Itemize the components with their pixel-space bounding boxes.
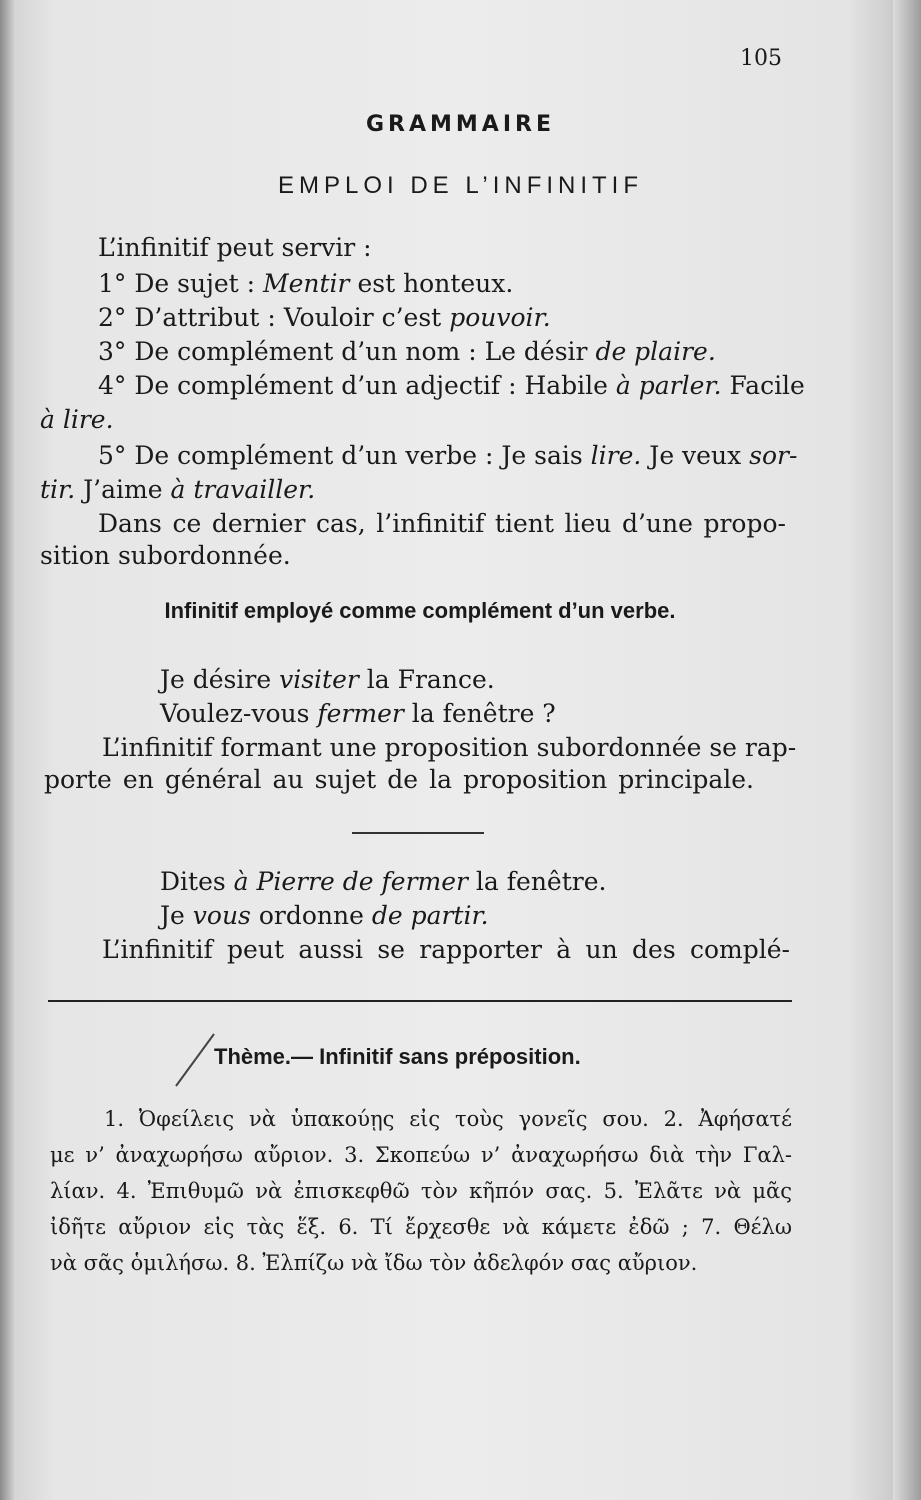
example-2: Voulez-vous fermer la fenêtre ? (160, 699, 556, 728)
use-3: 3° De complément d’un nom : Le désir de plaire. (98, 337, 716, 366)
intro-line: L’infinitif peut servir : (98, 233, 372, 262)
pencil-mark-icon (170, 1030, 220, 1090)
greek-line-5: νὰ σᾶς ὁμιλήσω. 8. Ἐλπίζω νὰ ἴδω τὸν ἀδελφόν σας αὔριον. (50, 1251, 698, 1275)
note-line-2: sition subordonnée. (40, 541, 291, 570)
use-5-continued: tir. J’aime à travailler. (40, 475, 316, 504)
use-1: 1° De sujet : Mentir est honteux. (98, 269, 514, 298)
greek-line-2: με ν’ ἀναχωρήσω αὔριον. 3. Σκοπεύω ν’ ἀναχωρήσω διὰ τὴν Γαλ- (50, 1143, 792, 1167)
page-right-shadow (893, 0, 921, 1500)
use-5: 5° De complément d’un verbe : Je sais lire. Je veux sor- (98, 441, 798, 470)
rule-1-line-2: porte en général au sujet de la proposition principale. (44, 765, 754, 794)
use-4-continued: à lire. (40, 405, 114, 434)
section-heading: Infinitif employé comme complément d’un verbe. (164, 598, 676, 623)
note-line-1: Dans ce dernier cas, l’infinitif tient lieu d’une propo- (98, 509, 786, 538)
page-number: 105 (740, 46, 782, 71)
theme-heading: Thème.— Infinitif sans préposition. (214, 1044, 581, 1069)
use-4: 4° De complément d’un adjectif : Habile à parler. Facile (98, 371, 805, 400)
rule-2-line-1: L’infinitif peut aussi se rapporter à un des complé- (102, 935, 790, 964)
example-4: Je vous ordonne de partir. (160, 901, 489, 930)
subsection-title: EMPLOI DE L’INFINITIF (277, 172, 644, 199)
greek-line-3: λίαν. 4. Ἐπιθυμῶ νὰ ἐπισκεφθῶ τὸν κῆπόν σας. 5. Ἐλᾶτε νὰ μᾶς (50, 1179, 792, 1203)
use-2: 2° D’attribut : Vouloir c’est pouvoir. (98, 303, 551, 332)
greek-line-4: ἰδῆτε αὔριον εἰς τὰς ἕξ. 6. Τί ἔρχεσθε νὰ κάμετε ἐδῶ ; 7. Θέλω (50, 1215, 792, 1239)
section-title: GRAMMAIRE (366, 112, 555, 137)
greek-line-1: 1. Ὀφείλεις νὰ ὑπακούῃς εἰς τοὺς γονεῖς σου. 2. Ἀφήσατέ (104, 1107, 792, 1131)
example-1: Je désire visiter la France. (160, 665, 495, 694)
rule-1-line-1: L’infinitif formant une proposition subordonnée se rap- (102, 733, 797, 762)
section-divider (48, 1000, 792, 1002)
example-3: Dites à Pierre de fermer la fenêtre. (160, 867, 607, 896)
page-left-shadow (0, 0, 14, 1500)
short-divider (352, 832, 484, 834)
